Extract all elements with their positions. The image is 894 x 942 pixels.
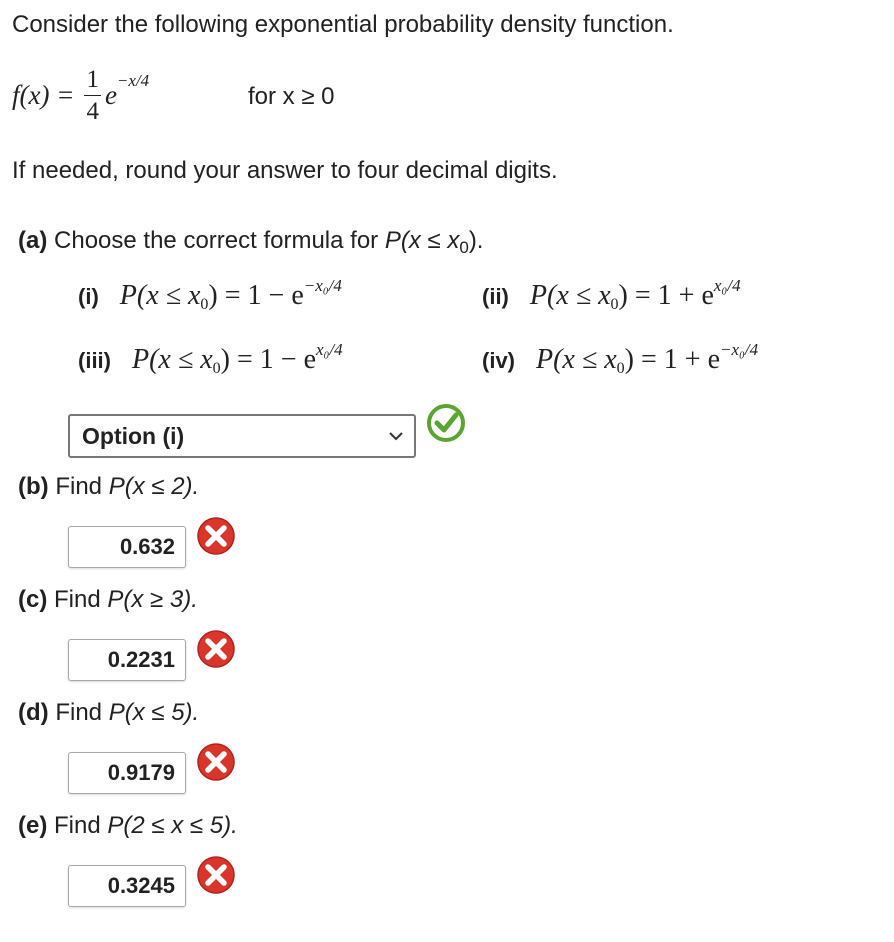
part-e-expr: P(2 ≤ x ≤ 5). bbox=[107, 812, 238, 839]
part-d-expr: P(x ≤ 5). bbox=[108, 699, 200, 726]
pdf-fraction bbox=[84, 67, 101, 124]
part-b-label: (b) bbox=[18, 473, 49, 500]
pdf-lhs: f(x) = bbox=[12, 79, 75, 110]
part-a-expr: P(x ≤ x bbox=[384, 227, 460, 254]
answer-input-c[interactable] bbox=[68, 639, 186, 681]
answer-value-d: 0.9179 bbox=[107, 760, 175, 785]
formula-option-label: (iv) bbox=[482, 348, 515, 373]
formula-option-label: (ii) bbox=[482, 284, 509, 309]
x-icon bbox=[196, 742, 236, 787]
formula-sub: 0 bbox=[200, 296, 209, 313]
part-c-text: Find bbox=[54, 586, 108, 613]
part-c-label: (c) bbox=[18, 586, 48, 613]
pdf-frac-denominator: 4 bbox=[86, 97, 99, 125]
formula-option-ii bbox=[482, 276, 741, 313]
answer-value-b: 0.632 bbox=[119, 534, 175, 559]
formula-lhs: P(x ≤ x bbox=[536, 344, 617, 375]
part-d-text: Find bbox=[55, 699, 109, 726]
formula-option-i bbox=[78, 276, 342, 313]
pdf-condition: for x ≥ 0 bbox=[248, 83, 335, 110]
intro-text: Consider the following exponential probability density function. bbox=[12, 11, 674, 38]
formula-exp: −x₀/4 bbox=[303, 276, 342, 295]
part-a-post: ). bbox=[468, 227, 484, 254]
formula-option-iv bbox=[482, 340, 759, 377]
answer-value-c: 0.2231 bbox=[107, 647, 175, 672]
part-d-prompt bbox=[18, 698, 199, 728]
part-a-prompt bbox=[18, 226, 483, 258]
formula-exp: x₀/4 bbox=[713, 276, 741, 295]
part-b-prompt bbox=[18, 472, 199, 502]
pdf-base: e bbox=[104, 79, 117, 110]
formula-lhs: P(x ≤ x bbox=[119, 280, 201, 311]
part-e-label: (e) bbox=[18, 812, 48, 839]
part-b-expr: P(x ≤ 2). bbox=[108, 473, 200, 500]
part-d-label: (d) bbox=[18, 699, 49, 726]
answer-input-b[interactable] bbox=[68, 526, 186, 568]
pdf-exponent: −x/4 bbox=[116, 71, 150, 90]
formula-mid: ) = 1 − e bbox=[220, 344, 316, 375]
answer-value-e: 0.3245 bbox=[107, 873, 175, 898]
formula-option-label: (i) bbox=[78, 284, 99, 309]
x-icon bbox=[196, 629, 236, 674]
part-e-prompt bbox=[18, 811, 238, 841]
formula-mid: ) = 1 + e bbox=[618, 280, 714, 311]
formula-mid: ) = 1 − e bbox=[208, 280, 304, 311]
answer-input-d[interactable] bbox=[68, 752, 186, 794]
formula-sub: 0 bbox=[212, 360, 221, 377]
select-value: Option (i) bbox=[82, 422, 185, 449]
formula-lhs: P(x ≤ x bbox=[529, 280, 611, 311]
rounding-note: If needed, round your answer to four decimal digits. bbox=[12, 157, 558, 184]
part-c-expr: P(x ≥ 3). bbox=[107, 586, 198, 613]
x-icon bbox=[196, 855, 236, 900]
formula-option-label: (iii) bbox=[78, 348, 111, 373]
part-e-text: Find bbox=[54, 812, 108, 839]
chevron-down-icon bbox=[388, 431, 404, 441]
part-a-sub: 0 bbox=[459, 238, 469, 257]
part-b-text: Find bbox=[55, 473, 109, 500]
pdf-formula bbox=[12, 60, 149, 130]
formula-option-iii bbox=[78, 340, 343, 377]
pdf-frac-numerator: 1 bbox=[84, 67, 101, 96]
formula-lhs: P(x ≤ x bbox=[132, 344, 213, 375]
formula-mid: ) = 1 + e bbox=[624, 344, 720, 375]
answer-input-e[interactable] bbox=[68, 865, 186, 907]
formula-select[interactable] bbox=[68, 414, 416, 458]
formula-exp: −x₀/4 bbox=[720, 340, 759, 359]
part-a-label: (a) bbox=[18, 227, 48, 254]
formula-sub: 0 bbox=[616, 360, 625, 377]
x-icon bbox=[196, 516, 236, 561]
formula-sub: 0 bbox=[610, 296, 619, 313]
formula-exp: x₀/4 bbox=[316, 340, 343, 359]
check-icon bbox=[426, 403, 466, 448]
part-c-prompt bbox=[18, 585, 198, 615]
part-a-text: Choose the correct formula for bbox=[54, 227, 385, 254]
